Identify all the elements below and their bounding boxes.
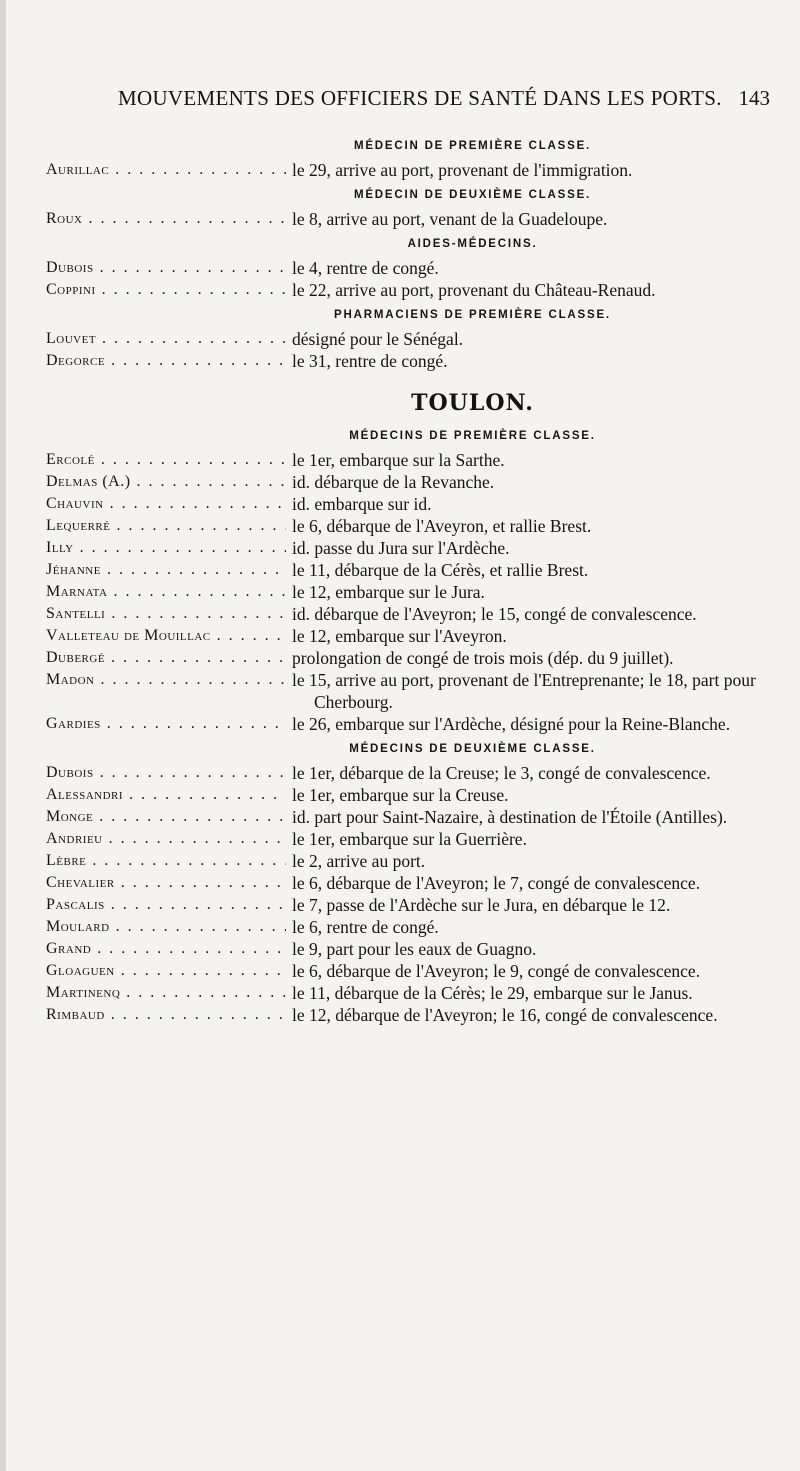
officer-entry bbox=[0, 159, 800, 181]
officer-name: Andrieu . . . bbox=[46, 828, 286, 850]
officer-entry bbox=[0, 669, 800, 713]
section-heading: AIDES-MÉDECINS. bbox=[407, 238, 538, 250]
officer-entry bbox=[0, 850, 800, 872]
officer-entry bbox=[0, 537, 800, 559]
officer-name: Lequerré . . . bbox=[46, 515, 286, 537]
officer-name: Aurillac . . . bbox=[46, 159, 286, 181]
officer-name: Gardies . . . bbox=[46, 713, 286, 735]
officer-name: Santelli . . . bbox=[46, 603, 286, 625]
section-heading: PHARMACIENS DE PREMIÈRE CLASSE. bbox=[334, 309, 611, 321]
page-number: 143 bbox=[738, 86, 770, 110]
movement-description: le 9, part pour les eaux de Guagno. bbox=[292, 939, 537, 959]
section-heading: MÉDECINS DE DEUXIÈME CLASSE. bbox=[349, 743, 596, 755]
entry-list bbox=[0, 132, 800, 1026]
officer-name: Moulard . . . bbox=[46, 916, 286, 938]
movement-description: le 1er, embarque sur la Sarthe. bbox=[292, 450, 505, 470]
officer-name: Lèbre . . . bbox=[46, 850, 286, 872]
officer-name: Rimbaud . . . bbox=[46, 1004, 286, 1026]
officer-entry bbox=[0, 625, 800, 647]
section-heading: MÉDECINS DE PREMIÈRE CLASSE. bbox=[349, 430, 596, 442]
officer-name: Degorce . . . bbox=[46, 350, 286, 372]
officer-entry bbox=[0, 328, 800, 350]
movement-description: le 31, rentre de congé. bbox=[292, 351, 448, 371]
officer-entry bbox=[0, 713, 800, 735]
movement-description: prolongation de congé de trois mois (dép. du 9 juillet). bbox=[292, 648, 674, 668]
officer-name: Roux . . . bbox=[46, 208, 286, 230]
officer-entry bbox=[0, 806, 800, 828]
officer-entry bbox=[0, 916, 800, 938]
movement-description: désigné pour le Sénégal. bbox=[292, 329, 464, 349]
movement-description: le 29, arrive au port, provenant de l'immigration. bbox=[292, 160, 633, 180]
movement-description: id. débarque de la Revanche. bbox=[292, 472, 495, 492]
movement-description: le 6, débarque de l'Aveyron; le 7, congé de convalescence. bbox=[292, 873, 701, 893]
movement-description: le 1er, débarque de la Creuse; le 3, congé de convalescence. bbox=[292, 763, 711, 783]
officer-name: Madon . . . bbox=[46, 669, 286, 691]
officer-entry bbox=[0, 449, 800, 471]
section-heading: MÉDECIN DE PREMIÈRE CLASSE. bbox=[353, 140, 592, 152]
officer-entry bbox=[0, 603, 800, 625]
officer-entry bbox=[0, 1004, 800, 1026]
movement-description: le 12, débarque de l'Aveyron; le 16, congé de convalescence. bbox=[292, 1005, 718, 1025]
officer-entry bbox=[0, 559, 800, 581]
movement-description: le 22, arrive au port, provenant du Château-Renaud. bbox=[292, 280, 656, 300]
port-heading: TOULON. bbox=[411, 390, 534, 416]
officer-entry bbox=[0, 515, 800, 537]
officer-entry bbox=[0, 960, 800, 982]
movement-description: le 1er, embarque sur la Creuse. bbox=[292, 785, 509, 805]
officer-name: Gloaguen . . . bbox=[46, 960, 286, 982]
officer-entry bbox=[0, 872, 800, 894]
officer-name: Valleteau de Mouillac . . . bbox=[46, 625, 286, 647]
movement-description: le 26, embarque sur l'Ardèche, désigné pour la Reine-Blanche. bbox=[292, 714, 731, 734]
officer-name: Chevalier . . . bbox=[46, 872, 286, 894]
movement-description: le 15, arrive au port, provenant de l'Entreprenante; le 18, part pour Cherbourg. bbox=[292, 670, 756, 712]
officer-name: Dubergé . . . bbox=[46, 647, 286, 669]
movement-description: id. part pour Saint-Nazaire, à destination de l'Étoile (Antilles). bbox=[292, 807, 728, 827]
officer-entry bbox=[0, 279, 800, 301]
movement-description: le 2, arrive au port. bbox=[292, 851, 426, 871]
officer-name: Alessandri . . . bbox=[46, 784, 286, 806]
movement-description: le 6, débarque de l'Aveyron; le 9, congé de convalescence. bbox=[292, 961, 701, 981]
movement-description: le 8, arrive au port, venant de la Guadeloupe. bbox=[292, 209, 608, 229]
officer-entry bbox=[0, 493, 800, 515]
officer-name: Louvet . . . bbox=[46, 328, 286, 350]
officer-name: Marnata . . . bbox=[46, 581, 286, 603]
officer-name: Jéhanne . . . bbox=[46, 559, 286, 581]
officer-name: Chauvin . . . bbox=[46, 493, 286, 515]
officer-entry bbox=[0, 647, 800, 669]
movement-description: le 12, embarque sur le Jura. bbox=[292, 582, 485, 602]
officer-entry bbox=[0, 581, 800, 603]
movement-description: le 4, rentre de congé. bbox=[292, 258, 439, 278]
officer-name: Monge . . . bbox=[46, 806, 286, 828]
officer-name: Dubois . . . bbox=[46, 762, 286, 784]
officer-entry bbox=[0, 784, 800, 806]
officer-entry bbox=[0, 938, 800, 960]
officer-name: Delmas (A.) . . . bbox=[46, 471, 286, 493]
page-header bbox=[118, 86, 770, 116]
officer-entry bbox=[0, 257, 800, 279]
officer-name: Grand . . . bbox=[46, 938, 286, 960]
movement-description: id. passe du Jura sur l'Ardèche. bbox=[292, 538, 510, 558]
section-heading: MÉDECIN DE DEUXIÈME CLASSE. bbox=[353, 189, 592, 201]
movement-description: id. embarque sur id. bbox=[292, 494, 432, 514]
movement-description: le 1er, embarque sur la Guerrière. bbox=[292, 829, 527, 849]
movement-description: le 7, passe de l'Ardèche sur le Jura, en débarque le 12. bbox=[292, 895, 671, 915]
movement-description: le 12, embarque sur l'Aveyron. bbox=[292, 626, 507, 646]
officer-name: Martinenq . . . bbox=[46, 982, 286, 1004]
movement-description: id. débarque de l'Aveyron; le 15, congé de convalescence. bbox=[292, 604, 697, 624]
movement-description: le 6, débarque de l'Aveyron, et rallie Brest. bbox=[292, 516, 592, 536]
officer-entry bbox=[0, 828, 800, 850]
officer-name: Pascalis . . . bbox=[46, 894, 286, 916]
officer-name: Coppini . . . bbox=[46, 279, 286, 301]
movement-description: le 11, débarque de la Cérès, et rallie Brest. bbox=[292, 560, 589, 580]
movement-description: le 6, rentre de congé. bbox=[292, 917, 439, 937]
officer-entry bbox=[0, 208, 800, 230]
movement-description: le 11, débarque de la Cérès; le 29, embarque sur le Janus. bbox=[292, 983, 693, 1003]
officer-entry bbox=[0, 894, 800, 916]
running-title: MOUVEMENTS DES OFFICIERS DE SANTÉ DANS LES PORTS. bbox=[118, 86, 722, 110]
officer-entry bbox=[0, 471, 800, 493]
officer-name: Ercolé . . . bbox=[46, 449, 286, 471]
officer-entry bbox=[0, 982, 800, 1004]
officer-name: Illy . . . bbox=[46, 537, 286, 559]
officer-name: Dubois . . . bbox=[46, 257, 286, 279]
officer-entry bbox=[0, 350, 800, 372]
officer-entry bbox=[0, 762, 800, 784]
